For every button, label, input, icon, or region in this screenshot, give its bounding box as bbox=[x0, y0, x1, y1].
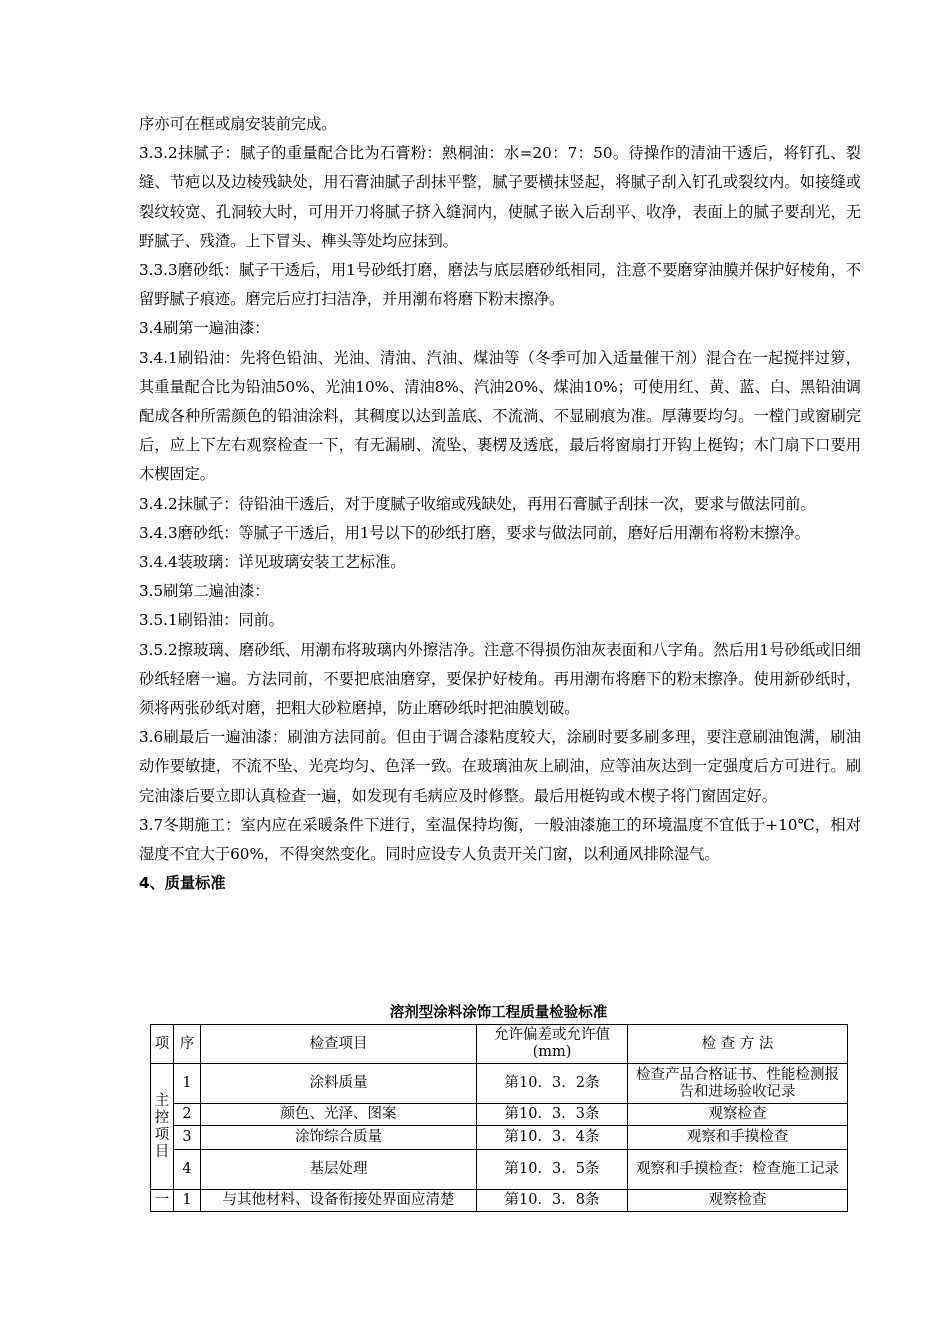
seq-cell: 1 bbox=[174, 1064, 201, 1104]
paragraph: 3.5刷第二遍油漆： bbox=[139, 582, 270, 601]
allowance-cell: 第10．3．2条 bbox=[477, 1064, 628, 1104]
paragraph: 3.4.3磨砂纸：等腻子干透后，用1号以下的砂纸打磨，要求与做法同前，磨好后用潮布将粉末擦净。 bbox=[139, 523, 810, 542]
header-allowance: 允许偏差或允许值(mm) bbox=[477, 1025, 628, 1064]
seq-cell: 2 bbox=[174, 1104, 201, 1126]
paragraph: 3.3.3磨砂纸：腻子干透后，用1号砂纸打磨，磨法与底层磨砂纸相同，注意不要磨穿油膜并保护好棱角，不留野腻子痕迹。磨完后应打扫洁净，并用潮布将磨下粉末擦净。 bbox=[139, 261, 861, 309]
allowance-cell: 第10．3．8条 bbox=[477, 1190, 628, 1212]
paragraph: 3.5.1刷铅油：同前。 bbox=[139, 611, 284, 630]
header-seq: 序 bbox=[174, 1025, 201, 1064]
table-row bbox=[151, 1064, 848, 1104]
method-cell: 观察和手摸检查 bbox=[628, 1126, 848, 1150]
table-row bbox=[151, 1126, 848, 1150]
general-category-cell: 一 bbox=[151, 1190, 174, 1212]
paragraph: 3.4.1刷铅油：先将色铅油、光油、清油、汽油、煤油等（冬季可加入适量催干剂）混合在一起搅拌过箩，其重量配合比为铅油50%、光油10%、清油8%、汽油20%、煤油10%；可使用红、黄、蓝、白、黑铅油调配成各种所需颜色的铅油涂料，其稠度以达到盖底、不流淌、不显刷痕为准。厚薄要均匀。一樘门或窗刷完后，应上下左右观察检查一下，有无漏刷、流坠、裹楞及透底，最后将窗扇打开钩上梃钩；木门扇下口要用木楔固定。 bbox=[139, 348, 861, 484]
item-cell: 涂饰综合质量 bbox=[201, 1126, 477, 1150]
allowance-cell: 第10．3．5条 bbox=[477, 1150, 628, 1190]
table-header-row bbox=[151, 1025, 848, 1064]
method-cell: 观察和手摸检查：检查施工记录 bbox=[628, 1150, 848, 1190]
paragraph: 序亦可在框或扇安装前完成。 bbox=[139, 115, 337, 133]
item-cell: 基层处理 bbox=[201, 1150, 477, 1190]
seq-cell: 3 bbox=[174, 1126, 201, 1150]
item-cell: 涂料质量 bbox=[201, 1064, 477, 1104]
allowance-cell: 第10．3．4条 bbox=[477, 1126, 628, 1150]
header-item: 检查项目 bbox=[201, 1025, 477, 1064]
table-row bbox=[151, 1150, 848, 1190]
paragraph: 3.5.2擦玻璃、磨砂纸、用潮布将玻璃内外擦洁净。注意不得损伤油灰表面和八字角。然后用1号砂纸或旧细砂纸轻磨一遍。方法同前，不要把底油磨穿，要保护好棱角。再用潮布将磨下的粉末擦净。使用新砂纸时，须将两张砂纸对磨，把粗大砂粒磨掉，防止磨砂纸时把油膜划破。 bbox=[139, 640, 861, 718]
item-cell: 与其他材料、设备衔接处界面应清楚 bbox=[201, 1190, 477, 1212]
allowance-cell: 第10．3．3条 bbox=[477, 1104, 628, 1126]
method-cell: 观察检查 bbox=[628, 1190, 848, 1212]
quality-table bbox=[150, 1024, 848, 1212]
header-category: 项 bbox=[151, 1025, 174, 1064]
table-row bbox=[151, 1104, 848, 1126]
body-text bbox=[139, 110, 861, 898]
paragraph: 3.4.2抹腻子：待铅油干透后，对于度腻子收缩或残缺处，再用石膏腻子刮抹一次，要求与做法同前。 bbox=[139, 494, 816, 513]
paragraph: 3.4刷第一遍油漆： bbox=[139, 319, 270, 338]
page-bottom-margin bbox=[140, 1216, 860, 1344]
paragraph: 3.3.2抹腻子：腻子的重量配合比为石膏粉：熟桐油：水=20：7：50。待操作的清油干透后，将钉孔、裂缝、节疤以及边棱残缺处，用石膏油腻子刮抹平整，腻子要横抹竖起，将腻子刮入钉孔或裂纹内。如接缝或裂纹较宽、孔洞较大时，可用开刀将腻子挤入缝洞内，使腻子嵌入后刮平、收净，表面上的腻子要刮光，无野腻子、残渣。上下冒头、榫头等处均应抹到。 bbox=[139, 144, 861, 250]
seq-cell: 1 bbox=[174, 1190, 201, 1212]
paragraph: 3.4.4装玻璃：详见玻璃安装工艺标准。 bbox=[139, 553, 406, 572]
seq-cell: 4 bbox=[174, 1150, 201, 1190]
table-row bbox=[151, 1190, 848, 1212]
header-method: 检 查 方 法 bbox=[628, 1025, 848, 1064]
table-title: 溶剂型涂料涂饰工程质量检验标准 bbox=[389, 1005, 608, 1021]
section-heading: 4、质量标准 bbox=[139, 874, 226, 893]
paragraph: 3.6刷最后一遍油漆：刷油方法同前。但由于调合漆粘度较大，涂刷时要多刷多理，要注意刷油饱满，刷油动作要敏捷，不流不坠、光亮均匀、色泽一致。在玻璃油灰上刷油，应等油灰达到一定强度后方可进行。刷完油漆后要立即认真检查一遍，如发现有毛病应及时修整。最后用梃钩或木楔子将门窗固定好。 bbox=[139, 728, 861, 805]
paragraph: 3.7冬期施工：室内应在采暖条件下进行，室温保持均衡，一般油漆施工的环境温度不宜低于+10℃，相对湿度不宜大于60%，不得突然变化。同时应设专人负责开关门窗，以利通风排除湿气。 bbox=[139, 815, 861, 864]
main-category-cell: 主控项目 bbox=[151, 1064, 174, 1190]
method-cell: 检查产品合格证书、性能检测报告和进场验收记录 bbox=[628, 1064, 848, 1104]
item-cell: 颜色、光泽、图案 bbox=[201, 1104, 477, 1126]
method-cell: 观察检查 bbox=[628, 1104, 848, 1126]
